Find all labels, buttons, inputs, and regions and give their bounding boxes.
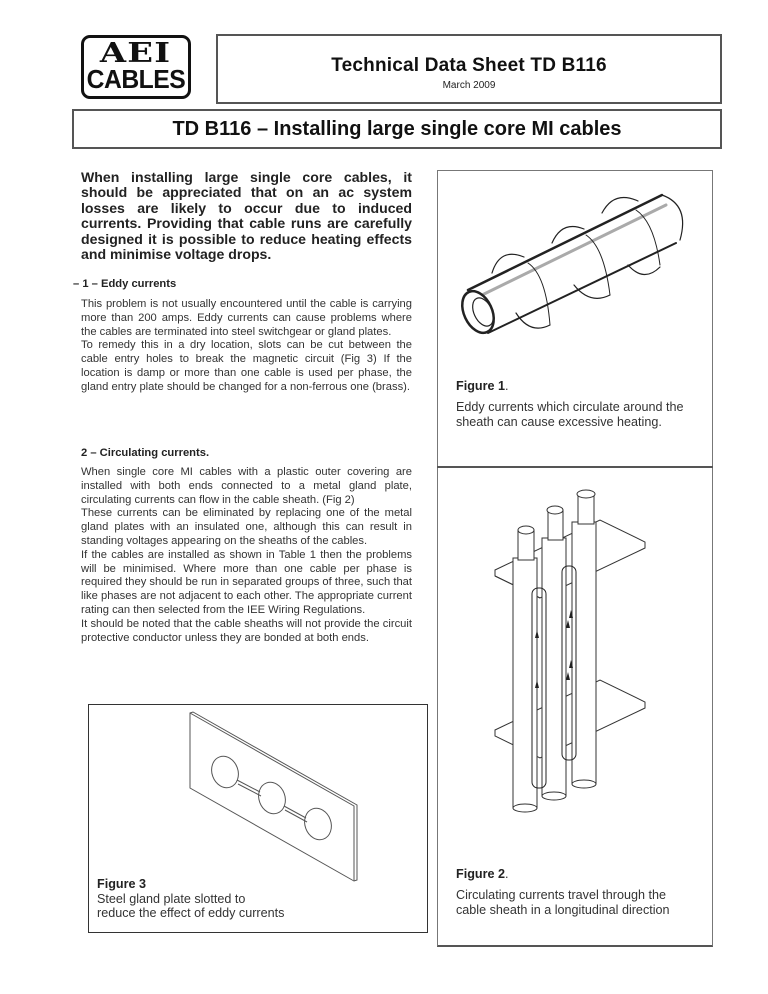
- section-2-paragraph: These currents can be eliminated by replacing one of the metal gland plates with an insulated one, although this can result in standing voltages appearing on the sheaths of the cables.: [81, 507, 412, 547]
- figure-1-label: Figure 1: [456, 379, 505, 393]
- section-2-body: [81, 466, 412, 645]
- document-title-box: [72, 109, 722, 149]
- figure-2-label-row: [456, 867, 696, 882]
- sheet-date: March 2009: [442, 80, 496, 91]
- figure-3-label: Figure 3: [97, 877, 146, 891]
- figure-2-label-suffix: .: [505, 867, 509, 881]
- figure-2-cables-illustration: [480, 480, 680, 820]
- sheet-title: Technical Data Sheet TD B116: [331, 55, 607, 76]
- logo-text-aei: AEI: [100, 38, 172, 69]
- figure-3-caption-line-2: reduce the effect of eddy currents: [97, 906, 285, 920]
- header-box: [216, 34, 722, 104]
- figure-1-label-suffix: .: [505, 379, 509, 393]
- figure-3-caption-line-1: Steel gland plate slotted to: [97, 891, 246, 906]
- figure-divider: [437, 466, 713, 468]
- section-1-paragraph: To remedy this in a dry location, slots can be cut between the cable entry holes to break the magnetic circuit (Fig 3) If the location is damp or more than one cable is used per phase, the gland entry plate should be changed for a non-ferrous one (brass).: [81, 339, 412, 393]
- section-2-heading: 2 – Circulating currents.: [81, 447, 210, 459]
- figure-3-gland-plate-illustration: [180, 708, 360, 888]
- document-title: TD B116 – Installing large single core MI cables: [172, 118, 622, 140]
- figure-2-label: Figure 2: [456, 867, 505, 881]
- figure-2-caption: [456, 867, 696, 918]
- section-2-paragraph: If the cables are installed as shown in Table 1 then the problems will be minimised. Where more than one cable per phase is required they should be run in separated groups of three, such that like phases are not adjacent to each other. The appropriate current rating can then selected from the IEE Wiring Regulations.: [81, 548, 412, 616]
- figure-1-cable-illustration: [450, 185, 700, 345]
- aei-cables-logo: [81, 35, 191, 99]
- section-2-paragraph: It should be noted that the cable sheaths will not provide the circuit protective conductor unless they are bonded at both ends.: [81, 617, 412, 644]
- figure-1-label-row: [456, 379, 696, 394]
- figure-1-caption: [456, 379, 696, 430]
- section-1-heading: – 1 – Eddy currents: [73, 278, 177, 290]
- figure-2-caption-text: Circulating currents travel through the cable sheath in a longitudinal direction: [456, 888, 670, 917]
- section-1-paragraph: This problem is not usually encountered until the cable is carrying more than 200 amps. Eddy currents can cause problems where the cables are terminated into steel switchgear or gland plates.: [81, 298, 412, 338]
- section-1-body: [81, 298, 412, 395]
- section-2-paragraph: When single core MI cables with a plastic outer covering are installed with both ends connected to a metal gland plate, circulating currents can flow in the cable sheath. (Fig 2): [81, 466, 412, 506]
- logo-text-cables: CABLES: [86, 64, 186, 94]
- intro-paragraph: When installing large single core cables, it should be appreciated that on an ac system losses are likely to occur due to induced currents. Providing that cable runs are carefully designed it is possible to reduce heating effects and minimise voltage drops.: [81, 169, 412, 263]
- figure-3-caption: [97, 877, 417, 921]
- figure-1-caption-text: Eddy currents which circulate around the sheath can cause excessive heating.: [456, 400, 684, 429]
